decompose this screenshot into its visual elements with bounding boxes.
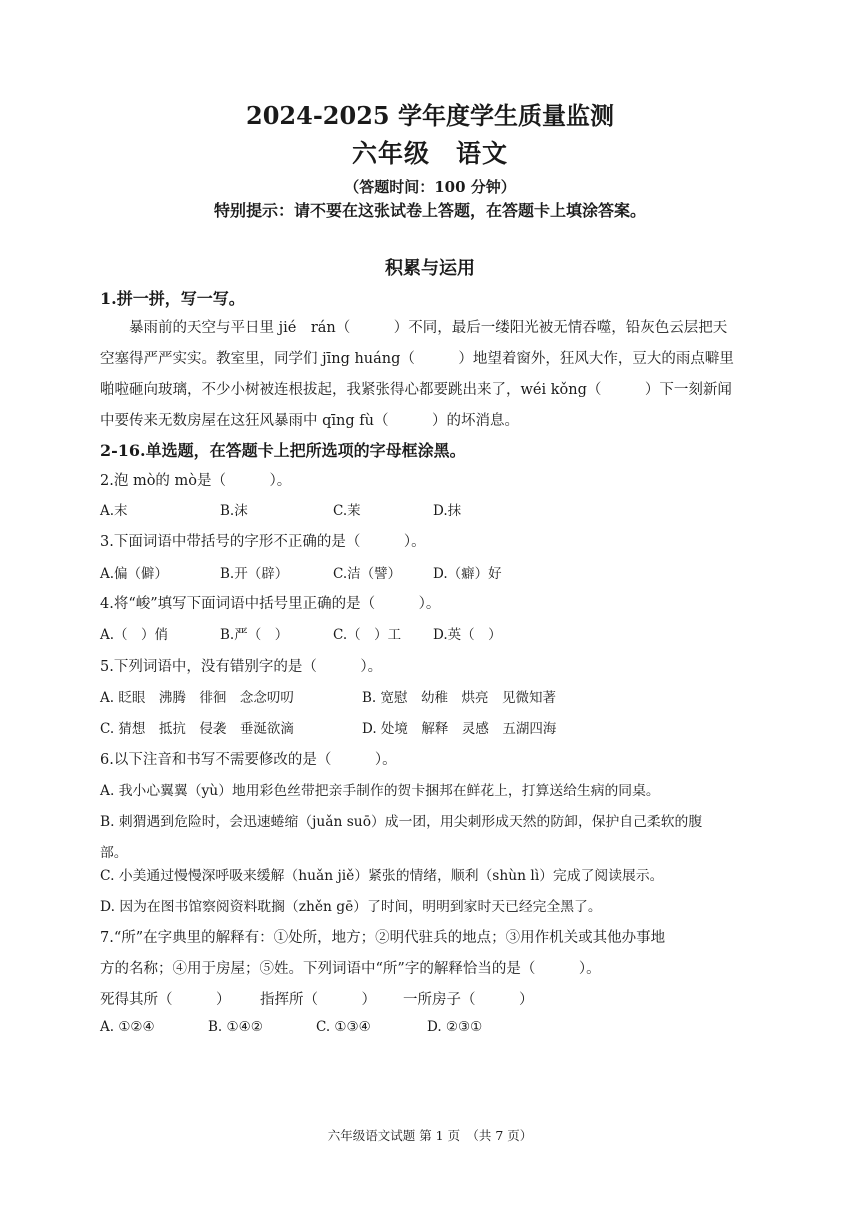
q1-passage-line: 空塞得严严实实。教室里，同学们 jīng huáng（ ）地望着窗外，狂风大作，豆大的雨点噼里 xyxy=(100,351,734,367)
q6-option-b-continued: 部。 xyxy=(100,845,128,861)
q4-option-a: A.（ ）俏 xyxy=(100,627,169,643)
q7-word: 一所房子（ ） xyxy=(403,992,534,1008)
q3-stem: 3.下面词语中带括号的字形不正确的是（ ）。 xyxy=(100,534,426,550)
q5-option-d: D. 处境 解释 灵感 五湖四海 xyxy=(362,721,557,737)
q5-option-c: C. 猜想 抵抗 侵袭 垂涎欲滴 xyxy=(100,721,294,737)
q1-passage-line: 中要传来无数房屋在这狂风暴雨中 qīng fù（ ）的坏消息。 xyxy=(100,413,519,429)
q4-option-b: B.严（ ） xyxy=(220,627,289,643)
q6-option-c: C. 小美通过慢慢深呼吸来缓解（huǎn jiě）紧张的情绪，顺利（shùn lì）完成了阅读展示。 xyxy=(100,868,664,884)
q5-option-b: B. 宽慰 幼稚 烘亮 见微知著 xyxy=(362,690,557,706)
q7-option-d: D. ②③① xyxy=(427,1019,483,1035)
section-title: 积累与运用 xyxy=(385,258,475,279)
exam-year-title: 2024-2025 学年度学生质量监测 xyxy=(246,101,614,130)
exam-time-note: （答题时间：100 分钟） xyxy=(344,178,516,196)
q2-stem: 2.泡 mò的 mò是（ ）。 xyxy=(100,473,292,489)
page-footer: 六年级语文试题 第 1 页 （共 7 页） xyxy=(327,1128,533,1143)
q2-option-d: D.抹 xyxy=(433,503,462,519)
q6-option-b: B. 刺猬遇到危险时，会迅速蜷缩（juǎn suō）成一团，用尖刺形成天然的防卸，保护自己柔软的腹 xyxy=(100,814,703,830)
q4-stem: 4.将“峻”填写下面词语中括号里正确的是（ ）。 xyxy=(100,596,441,612)
q2-option-c: C.茉 xyxy=(333,503,361,519)
q4-option-d: D.英（ ） xyxy=(433,627,502,643)
exam-subject-title: 六年级 语文 xyxy=(351,139,508,168)
q7-option-b: B. ①④② xyxy=(208,1019,263,1035)
q5-option-a: A. 眨眼 沸腾 徘徊 念念叨叨 xyxy=(100,690,294,706)
q2-option-a: A.末 xyxy=(100,503,128,519)
q1-passage-line: 啪啦砸向玻璃，不少小树被连根拔起，我紧张得心都要跳出来了，wéi kǒng（ ）下一刻新闻 xyxy=(100,382,732,398)
q7-word: 指挥所（ ） xyxy=(260,992,376,1008)
q6-option-d: D. 因为在图书馆察阅资料耽搁（zhěn gē）了时间，明明到家时天已经完全黑了。 xyxy=(100,899,602,915)
q7-stem-line: 7.“所”在字典里的解释有：①处所，地方；②明代驻兵的地点；③用作机关或其他办事地 xyxy=(100,930,666,946)
q1-passage-line: 暴雨前的天空与平日里 jié rán（ ）不同，最后一缕阳光被无情吞噬，铅灰色云层把天 xyxy=(100,320,728,336)
mc-section-heading: 2-16.单选题，在答题卡上把所选项的字母框涂黑。 xyxy=(100,441,466,460)
q3-option-b: B.开（辟） xyxy=(220,566,289,582)
q5-stem: 5.下列词语中，没有错别字的是（ ）。 xyxy=(100,659,383,675)
exam-instruction: 特别提示：请不要在这张试卷上答题，在答题卡上填涂答案。 xyxy=(213,201,646,220)
q7-stem-line: 方的名称；④用于房屋；⑤姓。下列词语中“所”字的解释恰当的是（ ）。 xyxy=(100,961,601,977)
q6-stem: 6.以下注音和书写不需要修改的是（ ）。 xyxy=(100,752,397,768)
q3-option-d: D.（癖）好 xyxy=(433,566,502,582)
q2-option-b: B.沫 xyxy=(220,503,248,519)
q7-option-a: A. ①②④ xyxy=(100,1019,155,1035)
q4-option-c: C.（ ）工 xyxy=(333,627,402,643)
q6-option-a: A. 我小心翼翼（yù）地用彩色丝带把亲手制作的贺卡捆邦在鲜花上，打算送给生病的同桌。 xyxy=(100,783,660,799)
q1-heading: 1.拼一拼，写一写。 xyxy=(100,289,245,308)
q3-option-a: A.偏（僻） xyxy=(100,566,169,582)
q7-word: 死得其所（ ） xyxy=(100,992,231,1008)
q7-option-c: C. ①③④ xyxy=(316,1019,371,1035)
q3-option-c: C.洁（譬） xyxy=(333,566,402,582)
